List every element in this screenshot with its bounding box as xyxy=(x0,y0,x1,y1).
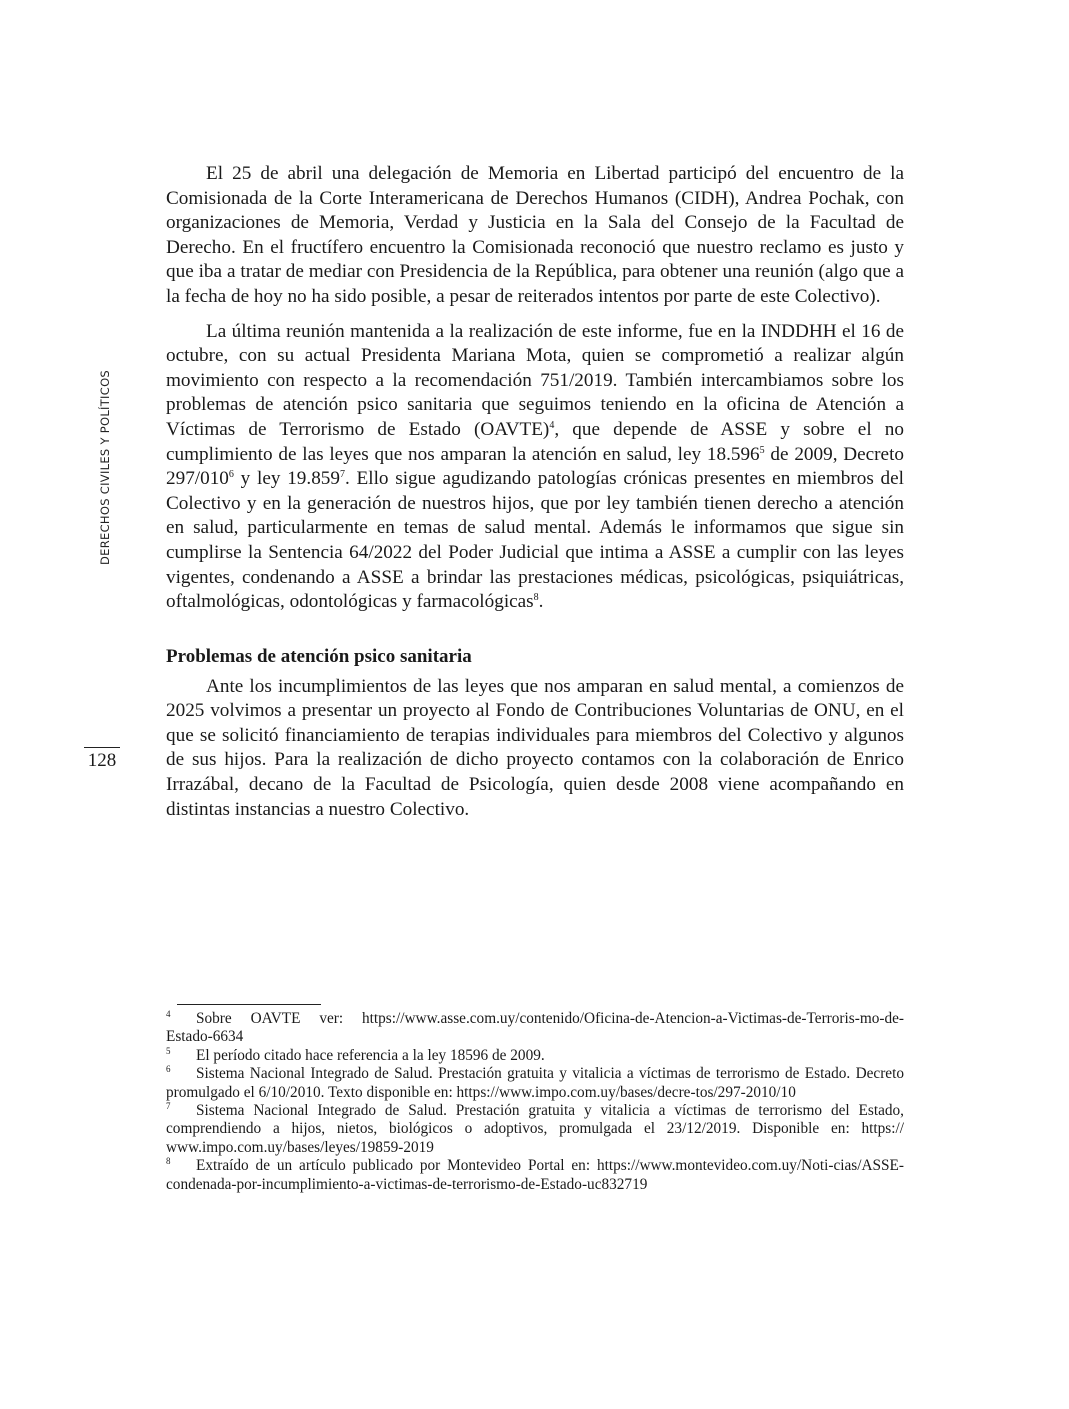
footnote-ref-4[interactable]: 4 xyxy=(549,419,555,431)
paragraph-3: Ante los incumplimientos de las leyes que nos amparan en salud mental, a comienzos de 2025 volvimos a presentar un proyecto al Fondo de Contribuciones Voluntarias de ONU, en el que se solicitó financiamiento de terapias individuales para miembros del Colectivo y algunos de sus hijos. Para la realización de dicho proyecto contamos con la colaboración de Enrico Irrazábal, decano de la Facultad de Psicología, quien desde 2008 viene acompañando en distintas instancias a nuestro Colectivo. xyxy=(166,675,904,820)
footnote-ref-6[interactable]: 6 xyxy=(228,469,234,481)
footnote-5: 5 El período citado hace referencia a la ley 18596 de 2009. xyxy=(166,1045,545,1064)
footnote-6: 6 Sistema Nacional Integrado de Salud. Prestación gratuita y vitalicia a víctimas de terrorismo de Estado. Decreto promulgado el 6/10/2010. Texto disponible en: https://www.impo.com.uy/bases/decre-tos/297-2010/10 xyxy=(166,1064,904,1101)
section-heading: Problemas de atención psico sanitaria xyxy=(166,645,472,667)
footnote-8: 8 Extraído de un artículo publicado por Montevideo Portal en: https://www.montevideo.com.uy/Noti-cias/ASSE-condenada-por-incumplimiento-a-victimas-de-terrorismo-de-Estado-uc832719 xyxy=(166,1156,904,1193)
footnote-7: 7 Sistema Nacional Integrado de Salud. Prestación gratuita y vitalicia a víctimas de terrorismo del Estado, comprendiendo a hijos, nietos, biológicos o adoptivos, promulgada el 23/12/2019. Disponible en: https:// www.impo.com.uy/bases/leyes/19859-2019 xyxy=(166,1101,904,1156)
paragraph-1: El 25 de abril una delegación de Memoria en Libertad participó del encuentro de la Comisionada de la Corte Interamericana de Derechos Humanos (CIDH), Andrea Pochak, con organizaciones de Memoria, Verdad y Justicia en la Sala del Consejo de la Facultad de Derecho. En el fructífero encuentro la Comisionada reconoció que nuestro reclamo es justo y que iba a tratar de mediar con Presidencia de la República, para obtener una reunión (algo que a la fecha de hoy no ha sido posible, a pesar de reiterados intentos por parte de este Colectivo). xyxy=(166,163,904,307)
footnote-divider xyxy=(177,1004,321,1005)
main-text xyxy=(166,162,904,832)
page-number: 128 xyxy=(84,747,120,772)
footnote-4: 4 Sobre OAVTE ver: https://www.asse.com.uy/contenido/Oficina-de-Atencion-a-Victimas-de-Terroris-mo-de-Estado-6634 xyxy=(166,1009,904,1046)
footnote-ref-5[interactable]: 5 xyxy=(759,444,765,456)
footnote-ref-7[interactable]: 7 xyxy=(339,469,345,481)
paragraph-2: La última reunión mantenida a la realización de este informe, fue en la INDDHH el 16 de octubre, con su actual Presidenta Mariana Mota, quien se comprometió a realizar algún movimiento con respecto a la recomendación 751/2019. También intercambiamos sobre los problemas de atención psico sanitaria que seguimos teniendo en la oficina de Atención a Víctimas de Terrorismo de Estado (OAVTE)$^4$, que depende de ASSE y sobre el no cumplimiento de las leyes que nos amparan la atención en salud, ley 18.596$^5$ de 2009, Decreto $297/010^6$ y ley 19.859$^7$. Ello sigue agudizando patologías crónicas presentes en miembros del Colectivo y en la generación de nuestros hijos, que por ley también tienen derecho a atención en salud, particularmente en temas de salud mental. Además le informamos que sigue sin cumplirse la Sentencia 64/2022 del Poder Judicial que intima a ASSE a cumplir con las leyes vigentes, condenando a ASSE a brindar las prestaciones médicas, psicológicas, psiquiátricas, oftalmológicas, odontológicas y farmacológicas$^8$. xyxy=(166,320,904,613)
footnotes xyxy=(166,1010,904,1194)
running-header: DERECHOS CIVILES Y POLÍTICOS xyxy=(98,369,112,565)
footnote-ref-8[interactable]: 8 xyxy=(533,592,539,604)
